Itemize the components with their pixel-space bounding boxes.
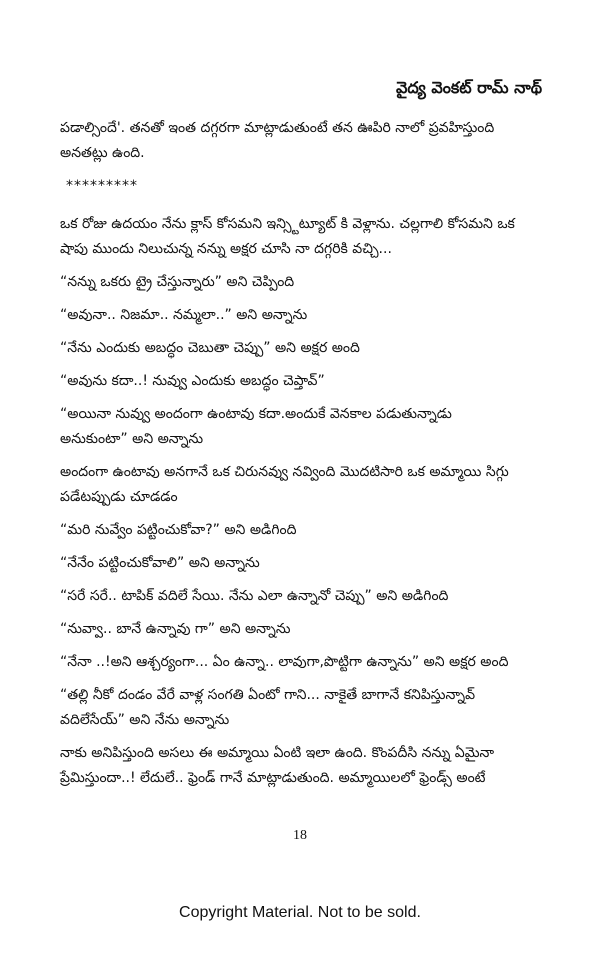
text-line: “అవునా.. నిజమా.. నమ్మలా..” అని అన్నాను xyxy=(60,307,308,323)
text-line: నాకు అనిపిస్తుంది అసలు ఈ అమ్మాయి ఏంటి ఇలా ఉంది. కొంపదీసి నన్ను ఏమైనా xyxy=(60,745,495,761)
paragraph xyxy=(60,551,545,576)
text-line: షాపు ముందు నిలుచున్న నన్ను అక్షర చూసి నా దగ్గరికి వచ్చి... xyxy=(60,241,392,257)
text-line: “సరే సరే.. టాపిక్ వదిలే సేయి. నేను ఎలా ఉన్నానో చెప్పు” అని అడిగింది xyxy=(60,588,449,604)
paragraph xyxy=(60,584,545,609)
paragraph xyxy=(60,212,545,262)
text-line: ఒక రోజు ఉదయం నేను క్లాస్ కోసమని ఇన్స్టిట్యూట్ కి వెళ్లాను. చల్లగాలి కోసమని ఒక xyxy=(60,216,515,232)
text-line: అనుకుంటా” అని అన్నాను xyxy=(60,431,204,447)
text-line: “నేను ఎందుకు అబద్ధం చెబుతా చెప్పు” అని అక్షర అంది xyxy=(60,340,360,356)
text-line: “నన్ను ఒకరు ట్రై చేస్తున్నారు” అని చెప్పింది xyxy=(60,274,295,290)
section-separator xyxy=(66,174,545,199)
text-line: “నేనేం పట్టించుకోవాలి” అని అన్నాను xyxy=(60,555,260,571)
text-line: పడాల్సిందే'. తనతో ఇంత దగ్గరగా మాట్లాడుతుంటే తన ఊపిరి నాలో ప్రవహిస్తుంది xyxy=(60,120,495,136)
paragraph xyxy=(60,303,545,328)
paragraph xyxy=(60,741,545,791)
text-line: “అవును కదా..! నువ్వు ఎందుకు అబద్ధం చెప్తావ్” xyxy=(60,373,325,389)
text-line: “తల్లి నీకో దండం వేరే వాళ్ల సంగతి ఏంటో గాని... నాకైతే బాగానే కనిపిస్తున్నావ్ xyxy=(60,687,476,703)
text-line: వదిలేసేయ్” అని నేను అన్నాను xyxy=(60,712,230,728)
paragraph xyxy=(60,402,545,452)
page-number: 18 xyxy=(293,828,307,843)
text-line: “మరి నువ్వేం పట్టించుకోవా?” అని అడిగింది xyxy=(60,522,297,538)
text-line: “నువ్వా.. బానే ఉన్నావు గా” అని అన్నాను xyxy=(60,621,291,637)
paragraph xyxy=(60,460,545,510)
paragraph xyxy=(60,617,545,642)
paragraph xyxy=(60,369,545,394)
text-line: అందంగా ఉంటావు అనగానే ఒక చిరునవ్వు నవ్వింది మొదటిసారి ఒక అమ్మాయి సిగ్గు xyxy=(60,464,509,480)
paragraph xyxy=(60,336,545,361)
paragraph xyxy=(60,116,545,166)
paragraph xyxy=(60,518,545,543)
running-header-author: వైద్య వెంకట్ రామ్ నాథ్ xyxy=(395,78,542,97)
paragraph xyxy=(60,270,545,295)
text-line: “అయినా నువ్వు అందంగా ఉంటావు కదా.అందుకే వెనకాల పడుతున్నాడు xyxy=(60,406,452,422)
copyright-notice: Copyright Material. Not to be sold. xyxy=(179,904,421,921)
paragraph xyxy=(60,683,545,733)
text-line: ప్రేమిస్తుందా..! లేదులే.. ఫ్రెండ్ గానే మాట్లాడుతుంది. అమ్మాయిలలో ఫ్రెండ్స్ అంటే xyxy=(60,770,486,786)
separator-asterisks: ********* xyxy=(66,178,138,194)
body-text xyxy=(60,116,545,799)
text-line: “నేనా ..!అని ఆశ్చర్యంగా... ఏం ఉన్నా.. లావుగా,పొట్టిగా ఉన్నాను” అని అక్షర అంది xyxy=(60,654,509,670)
text-line: పడేటప్పుడు చూడడం xyxy=(60,489,178,505)
paragraph xyxy=(60,650,545,675)
text-line: అనతట్లు ఉంది. xyxy=(60,145,145,161)
